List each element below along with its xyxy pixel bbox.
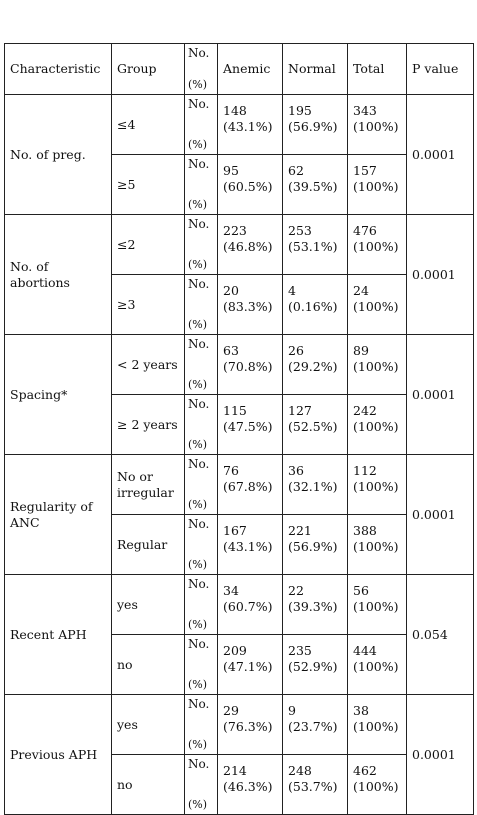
- no-pct-cell: [185, 575, 218, 635]
- header-p-value: P value: [407, 44, 474, 95]
- normal-percent: (23.7%): [288, 719, 338, 734]
- pct-label: (%): [188, 678, 208, 691]
- total-cell: [348, 95, 407, 155]
- group-cell: No or irregular: [112, 455, 185, 515]
- anemic-cell: [218, 215, 283, 275]
- normal-cell: [283, 455, 348, 515]
- group-cell: < 2 years: [112, 335, 185, 395]
- normal-cell: [283, 95, 348, 155]
- anemic-count: 95: [223, 163, 239, 178]
- no-label: No.: [188, 517, 210, 531]
- no-label: No.: [188, 157, 210, 171]
- table-row: [5, 695, 474, 755]
- anemic-cell: [218, 575, 283, 635]
- normal-percent: (0.16%): [288, 299, 338, 314]
- anemic-count: 214: [223, 763, 247, 778]
- anemic-count: 167: [223, 523, 247, 538]
- total-percent: (100%): [353, 599, 399, 614]
- table-row: [5, 215, 474, 275]
- header-anemic: Anemic: [218, 44, 283, 95]
- total-count: 157: [353, 163, 377, 178]
- no-pct-cell: [185, 215, 218, 275]
- no-pct-cell: [185, 275, 218, 335]
- total-count: 112: [353, 463, 377, 478]
- p-value-cell: 0.0001: [407, 455, 474, 575]
- normal-cell: [283, 215, 348, 275]
- characteristic-cell: Spacing*: [5, 335, 112, 455]
- anemic-percent: (46.8%): [223, 239, 273, 254]
- group-cell: ≤2: [112, 215, 185, 275]
- header-characteristic: Characteristic: [5, 44, 112, 95]
- total-percent: (100%): [353, 299, 399, 314]
- total-count: 462: [353, 763, 377, 778]
- p-value-cell: 0.054: [407, 575, 474, 695]
- total-percent: (100%): [353, 359, 399, 374]
- normal-count: 4: [288, 283, 296, 298]
- anemic-percent: (83.3%): [223, 299, 273, 314]
- group-cell: ≥5: [112, 155, 185, 215]
- pct-label: (%): [188, 198, 208, 211]
- header-row: [5, 44, 474, 95]
- normal-percent: (53.1%): [288, 239, 338, 254]
- total-cell: [348, 575, 407, 635]
- anemic-percent: (47.1%): [223, 659, 273, 674]
- header-normal: Normal: [283, 44, 348, 95]
- no-label: No.: [188, 277, 210, 291]
- anemic-cell: [218, 635, 283, 695]
- characteristic-cell: Previous APH: [5, 695, 112, 815]
- total-count: 89: [353, 343, 369, 358]
- table-row: [5, 455, 474, 515]
- normal-percent: (52.5%): [288, 419, 338, 434]
- pct-label: (%): [188, 498, 208, 511]
- normal-count: 22: [288, 583, 304, 598]
- group-cell: yes: [112, 575, 185, 635]
- group-cell: yes: [112, 695, 185, 755]
- normal-count: 26: [288, 343, 304, 358]
- pct-label: (%): [188, 618, 208, 631]
- normal-cell: [283, 575, 348, 635]
- no-pct-cell: [185, 95, 218, 155]
- anemic-cell: [218, 335, 283, 395]
- anemic-cell: [218, 455, 283, 515]
- pct-label: (%): [188, 738, 208, 751]
- header-no-pct: [185, 44, 218, 95]
- header-pct: (%): [188, 78, 208, 91]
- total-cell: [348, 155, 407, 215]
- pct-label: (%): [188, 378, 208, 391]
- normal-percent: (56.9%): [288, 119, 338, 134]
- no-pct-cell: [185, 755, 218, 815]
- total-percent: (100%): [353, 779, 399, 794]
- no-label: No.: [188, 337, 210, 351]
- total-percent: (100%): [353, 239, 399, 254]
- anemic-count: 76: [223, 463, 239, 478]
- normal-percent: (53.7%): [288, 779, 338, 794]
- header-total: Total: [348, 44, 407, 95]
- normal-count: 253: [288, 223, 312, 238]
- anemic-count: 223: [223, 223, 247, 238]
- no-label: No.: [188, 217, 210, 231]
- normal-percent: (32.1%): [288, 479, 338, 494]
- total-cell: [348, 455, 407, 515]
- characteristic-cell: Recent APH: [5, 575, 112, 695]
- anemic-percent: (67.8%): [223, 479, 273, 494]
- total-cell: [348, 755, 407, 815]
- total-cell: [348, 635, 407, 695]
- total-count: 476: [353, 223, 377, 238]
- normal-count: 195: [288, 103, 312, 118]
- anemic-count: 63: [223, 343, 239, 358]
- anemic-cell: [218, 95, 283, 155]
- total-percent: (100%): [353, 659, 399, 674]
- characteristic-cell: No. of preg.: [5, 95, 112, 215]
- anemic-count: 34: [223, 583, 239, 598]
- table-row: [5, 95, 474, 155]
- total-percent: (100%): [353, 119, 399, 134]
- no-label: No.: [188, 757, 210, 771]
- header-group: Group: [112, 44, 185, 95]
- total-count: 24: [353, 283, 369, 298]
- anemic-cell: [218, 755, 283, 815]
- normal-count: 235: [288, 643, 312, 658]
- pct-label: (%): [188, 318, 208, 331]
- p-value-cell: 0.0001: [407, 95, 474, 215]
- no-label: No.: [188, 637, 210, 651]
- no-pct-cell: [185, 155, 218, 215]
- normal-count: 36: [288, 463, 304, 478]
- normal-cell: [283, 635, 348, 695]
- total-percent: (100%): [353, 419, 399, 434]
- anemic-count: 148: [223, 103, 247, 118]
- no-label: No.: [188, 397, 210, 411]
- no-pct-cell: [185, 695, 218, 755]
- pct-label: (%): [188, 138, 208, 151]
- anemic-count: 115: [223, 403, 247, 418]
- normal-cell: [283, 395, 348, 455]
- normal-percent: (39.5%): [288, 179, 338, 194]
- normal-percent: (29.2%): [288, 359, 338, 374]
- normal-cell: [283, 695, 348, 755]
- characteristic-cell: Regularity of ANC: [5, 455, 112, 575]
- total-cell: [348, 515, 407, 575]
- anemic-count: 209: [223, 643, 247, 658]
- total-count: 388: [353, 523, 377, 538]
- group-cell: ≥ 2 years: [112, 395, 185, 455]
- pct-label: (%): [188, 438, 208, 451]
- anemic-cell: [218, 395, 283, 455]
- total-count: 343: [353, 103, 377, 118]
- normal-percent: (52.9%): [288, 659, 338, 674]
- anemic-cell: [218, 515, 283, 575]
- table-row: [5, 575, 474, 635]
- table-row: [5, 335, 474, 395]
- group-cell: no: [112, 755, 185, 815]
- total-percent: (100%): [353, 479, 399, 494]
- pct-label: (%): [188, 558, 208, 571]
- normal-cell: [283, 755, 348, 815]
- anemic-percent: (46.3%): [223, 779, 273, 794]
- pct-label: (%): [188, 258, 208, 271]
- anemic-percent: (60.5%): [223, 179, 273, 194]
- anemic-cell: [218, 275, 283, 335]
- group-cell: no: [112, 635, 185, 695]
- total-cell: [348, 275, 407, 335]
- no-pct-cell: [185, 515, 218, 575]
- total-percent: (100%): [353, 179, 399, 194]
- header-no: No.: [188, 46, 210, 60]
- normal-percent: (39.3%): [288, 599, 338, 614]
- normal-count: 62: [288, 163, 304, 178]
- group-cell: ≤4: [112, 95, 185, 155]
- no-pct-cell: [185, 635, 218, 695]
- anemic-percent: (43.1%): [223, 119, 273, 134]
- anemic-count: 29: [223, 703, 239, 718]
- normal-cell: [283, 515, 348, 575]
- normal-count: 127: [288, 403, 312, 418]
- no-pct-cell: [185, 395, 218, 455]
- total-cell: [348, 695, 407, 755]
- normal-cell: [283, 335, 348, 395]
- total-count: 56: [353, 583, 369, 598]
- p-value-cell: 0.0001: [407, 215, 474, 335]
- no-label: No.: [188, 577, 210, 591]
- anemic-percent: (76.3%): [223, 719, 273, 734]
- total-count: 38: [353, 703, 369, 718]
- anemic-cell: [218, 695, 283, 755]
- anemic-count: 20: [223, 283, 239, 298]
- anemic-percent: (60.7%): [223, 599, 273, 614]
- no-pct-cell: [185, 335, 218, 395]
- normal-percent: (56.9%): [288, 539, 338, 554]
- total-cell: [348, 215, 407, 275]
- total-count: 444: [353, 643, 377, 658]
- normal-count: 248: [288, 763, 312, 778]
- data-table: [4, 43, 474, 815]
- total-cell: [348, 335, 407, 395]
- no-label: No.: [188, 457, 210, 471]
- no-pct-cell: [185, 455, 218, 515]
- no-label: No.: [188, 97, 210, 111]
- normal-count: 9: [288, 703, 296, 718]
- total-count: 242: [353, 403, 377, 418]
- p-value-cell: 0.0001: [407, 335, 474, 455]
- p-value-cell: 0.0001: [407, 695, 474, 815]
- anemic-cell: [218, 155, 283, 215]
- group-cell: Regular: [112, 515, 185, 575]
- anemic-percent: (43.1%): [223, 539, 273, 554]
- normal-count: 221: [288, 523, 312, 538]
- normal-cell: [283, 275, 348, 335]
- no-label: No.: [188, 697, 210, 711]
- total-percent: (100%): [353, 719, 399, 734]
- anemic-percent: (47.5%): [223, 419, 273, 434]
- characteristic-cell: No. of abortions: [5, 215, 112, 335]
- total-percent: (100%): [353, 539, 399, 554]
- normal-cell: [283, 155, 348, 215]
- anemic-percent: (70.8%): [223, 359, 273, 374]
- pct-label: (%): [188, 798, 208, 811]
- group-cell: ≥3: [112, 275, 185, 335]
- total-cell: [348, 395, 407, 455]
